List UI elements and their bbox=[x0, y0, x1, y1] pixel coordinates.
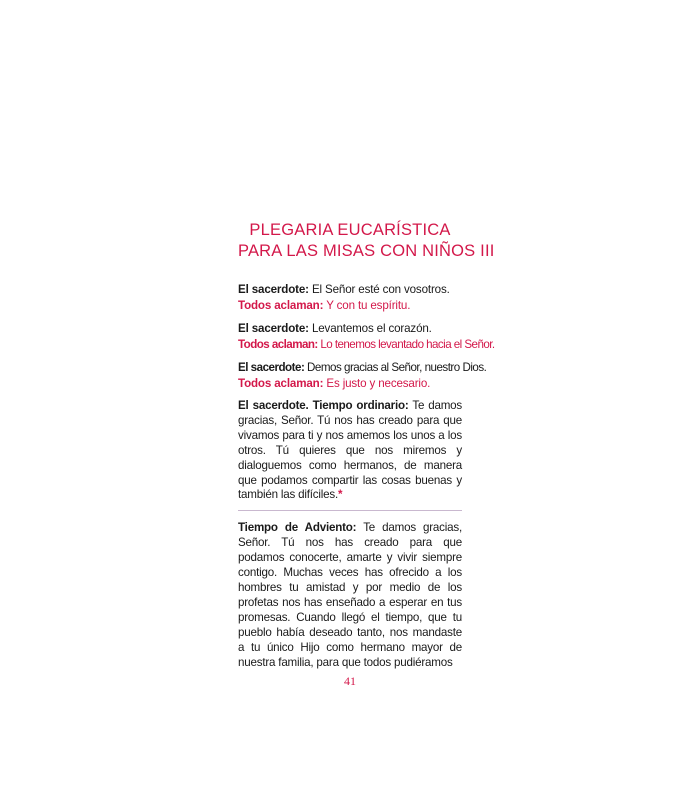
priest-label: El sacerdote: bbox=[238, 361, 305, 374]
advent-paragraph bbox=[238, 521, 462, 670]
priest-text: Demos gracias al Señor, nuestro Dios. bbox=[307, 361, 487, 374]
people-label: Todos aclaman: bbox=[238, 338, 318, 351]
people-line bbox=[238, 298, 462, 314]
dialogue-block-3 bbox=[238, 360, 487, 392]
title-line-2: PARA LAS MISAS CON NIÑOS III bbox=[238, 242, 495, 260]
priest-text: Levantemos el corazón. bbox=[311, 322, 432, 335]
people-text: Y con tu espíritu. bbox=[326, 299, 411, 312]
people-label: Todos aclaman: bbox=[238, 299, 324, 312]
advent-label: Tiempo de Adviento: bbox=[238, 521, 357, 535]
dialogue-block-1 bbox=[238, 282, 462, 314]
priest-line bbox=[238, 321, 462, 337]
page-number: 41 bbox=[344, 674, 356, 689]
asterisk-mark: * bbox=[338, 488, 343, 502]
people-line bbox=[238, 337, 495, 353]
priest-label: El sacerdote: bbox=[238, 283, 309, 296]
ordinary-time-text: Te damos gracias, Señor. Tú nos has creado para que vivamos para ti y nos amemos los unos a los otros. Tú quieres que nos miremos y dialoguemos como hermanos, de manera que podamos compartir las cosas buenas y también las difíciles. bbox=[238, 399, 463, 502]
priest-label: El sacerdote: bbox=[238, 322, 309, 335]
people-line bbox=[238, 376, 462, 392]
priest-line bbox=[238, 282, 462, 298]
title-line-1: PLEGARIA EUCARÍSTICA bbox=[249, 221, 451, 239]
people-text: Es justo y necesario. bbox=[326, 377, 431, 390]
people-text: Lo tenemos levantado hacia el Señor. bbox=[320, 338, 495, 351]
ordinary-time-label: El sacerdote. Tiempo ordinario: bbox=[238, 399, 409, 412]
dialogue-block-2 bbox=[238, 321, 495, 353]
people-label: Todos aclaman: bbox=[238, 377, 324, 390]
advent-text: Te damos gracias, Señor. Tú nos has creado para que podamos conocerte, amarte y vivir siempre contigo. Muchas veces has ofrecido a los hombres tu amistad y por medio de los profetas nos has enseñado a esperar en tus promesas. Cuando llegó el tiempo, que tu pueblo había deseado tanto, nos mandaste a tu único Hijo como hermano mayor de nuestra familia, para que todos pudiéramos bbox=[238, 521, 462, 669]
priest-line bbox=[238, 360, 487, 376]
section-divider bbox=[238, 510, 462, 511]
page-title bbox=[238, 220, 495, 262]
page bbox=[238, 220, 495, 689]
ordinary-time-paragraph bbox=[238, 399, 462, 503]
priest-text: El Señor esté con vosotros. bbox=[311, 283, 450, 296]
